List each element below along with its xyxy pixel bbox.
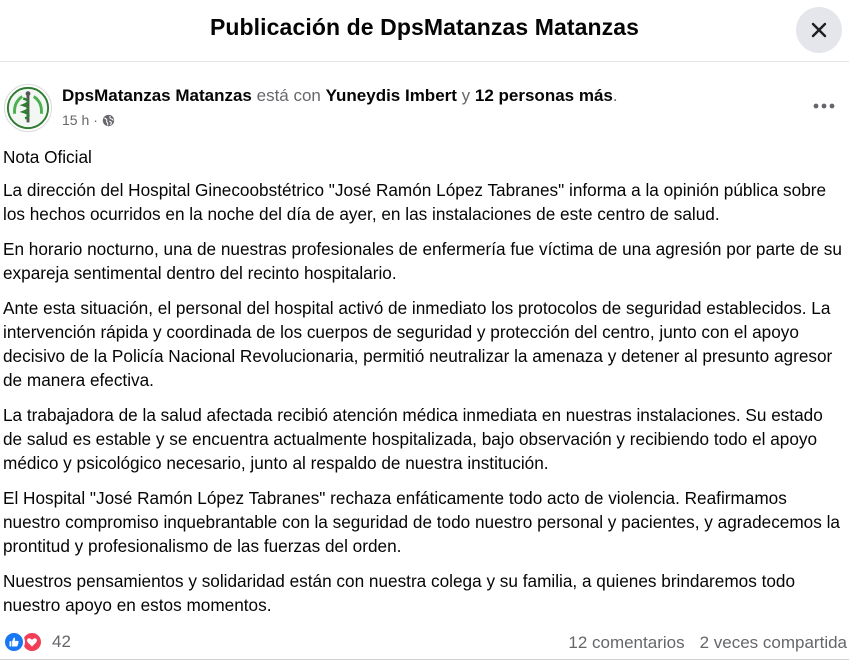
reactions-summary[interactable] (3, 631, 71, 653)
author-name-link[interactable]: DpsMatanzas Matanzas (62, 86, 252, 105)
post-footer (0, 628, 849, 660)
post-paragraph: Nuestros pensamientos y solidaridad están con nuestra colega y su familia, a quienes brindaremos todo nuestro apoyo en estos momentos. (3, 571, 796, 615)
with-text: está con (251, 86, 326, 105)
dialog-title: Publicación de DpsMatanzas Matanzas (209, 14, 640, 40)
meta-separator: · (93, 112, 98, 128)
comments-count-link[interactable]: 12 comentarios (568, 633, 685, 652)
post-header (0, 80, 849, 136)
post-meta (62, 112, 115, 128)
dialog-header (0, 0, 849, 62)
health-emblem-icon (5, 85, 51, 131)
post-paragraph: La dirección del Hospital Ginecoobstétrico "José Ramón López Tabranes" informa a la opinión pública sobre los hechos ocurridos en la noche del día de ayer, en las instalaciones de este centro de salud. (3, 180, 827, 224)
post-body (3, 145, 843, 628)
period-text: . (612, 86, 618, 105)
post-paragraph: Ante esta situación, el personal del hospital activó de inmediato los protocolos de seguridad establecidos. La intervención rápida y coordinada de los cuerpos de seguridad y protección del centro, junto con el apoyo decisivo de la Policía Nacional Revolucionaria, permitió neutralizar la amenaza y detener al presunto agresor de manera efectiva. (3, 298, 833, 390)
reaction-count[interactable]: 42 (52, 632, 71, 651)
like-icon (3, 631, 25, 653)
post-paragraph: La trabajadora de la salud afectada recibió atención médica inmediata en nuestras instalaciones. Su estado de salud es estable y se encuentra actualmente hospitalizada, bajo observación y recibiendo todo el apoyo médico y psicológico necesario, junto al respaldo de nuestra institución. (3, 405, 823, 473)
tagged-others-link[interactable]: 12 personas más (474, 86, 613, 105)
post-paragraph: Nota Oficial (3, 147, 92, 167)
post-paragraph: El Hospital "José Ramón López Tabranes" rechaza enfáticamente todo acto de violencia. Reafirmamos nuestro compromiso inquebrantable con la seguridad de todo nuestro personal y pacientes, y agradecemos la prontitud y profesionalismo de las fuerzas del orden. (3, 488, 840, 556)
more-options-button[interactable] (806, 94, 842, 118)
close-icon (809, 20, 829, 40)
more-options-icon (812, 102, 836, 110)
shares-count-link[interactable]: 2 veces compartida (699, 633, 847, 652)
author-line (62, 86, 618, 106)
globe-icon[interactable] (102, 114, 115, 127)
post-paragraph: En horario nocturno, una de nuestras profesionales de enfermería fue víctima de una agresión por parte de su expareja sentimental dentro del recinto hospitalario. (3, 239, 842, 283)
close-button[interactable] (796, 7, 842, 53)
and-text: y (456, 86, 475, 105)
post-time-link[interactable]: 15 h (62, 112, 90, 128)
avatar[interactable] (4, 84, 52, 132)
engagement-stats (568, 633, 847, 653)
tagged-person-link[interactable]: Yuneydis Imbert (325, 86, 457, 105)
